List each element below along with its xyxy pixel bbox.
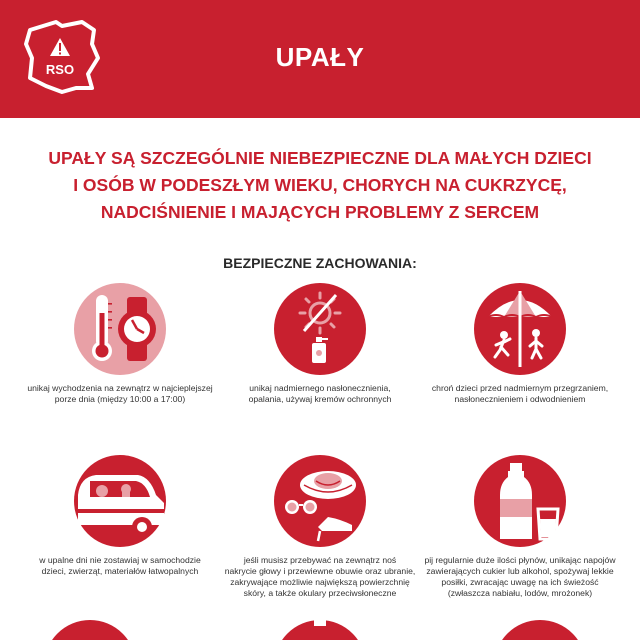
bottle-glass-icon <box>474 455 566 547</box>
tip-caption: unikaj wychodzenia na zewnątrz w najcieplejszej porze dnia (między 10:00 a 17:00) <box>27 383 213 404</box>
warning-line: UPAŁY SĄ SZCZEGÓLNIE NIEBEZPIECZNE DLA MAŁYCH DZIECI <box>48 148 592 168</box>
page-title: UPAŁY <box>275 42 365 72</box>
umbrella-children-icon <box>474 283 566 375</box>
section-title: BEZPIECZNE ZACHOWANIA: <box>223 255 417 271</box>
tip-item <box>415 283 625 405</box>
logo-text: RSO <box>45 62 75 77</box>
tip-caption: chroń dzieci przed nadmiernym przegrzaniem, nasłonecznieniem i odwodnieniem <box>431 383 609 404</box>
next-row-icons <box>0 620 640 640</box>
tip-caption: unikaj nadmiernego nasłonecznienia, opalania, używaj kremów ochronnych <box>248 383 392 404</box>
tip-item <box>15 455 225 577</box>
car-pets-icon <box>74 455 166 547</box>
tip-item <box>215 455 425 599</box>
header-banner <box>0 0 640 118</box>
tip-caption: jeśli musisz przebywać na zewnątrz noś nakrycie głowy i przewiewne obuwie oraz ubranie, zakrywające możliwie największą powierzchnię skóry, a także okulary przeciwsłoneczne <box>224 555 416 598</box>
tip-caption: pij regularnie duże ilości płynów, unikając napojów zawierających cukier lub alkohol, spożywaj lekkie posiłki, zwracając uwagę na ich świeżość (zwłaszcza nabiału, lodów, mrożonek) <box>424 555 616 598</box>
warning-line: NADCIŚNIENIE I MAJĄCYCH PROBLEMY Z SERCEM <box>100 202 540 222</box>
warning-line: I OSÓB W PODESZŁYM WIEKU, CHORYCH NA CUKRZYCĘ, <box>73 175 567 195</box>
thermometer-watch-icon <box>74 283 166 375</box>
tip-item <box>15 283 225 405</box>
sun-sunscreen-icon <box>274 283 366 375</box>
warning-text <box>20 145 620 226</box>
tip-item <box>415 455 625 599</box>
hat-sunglasses-shoes-icon <box>274 455 366 547</box>
tip-item <box>215 283 425 405</box>
tip-caption: w upalne dni nie zostawiaj w samochodzie dzieci, zwierząt, materiałów łatwopalnych <box>39 555 201 576</box>
